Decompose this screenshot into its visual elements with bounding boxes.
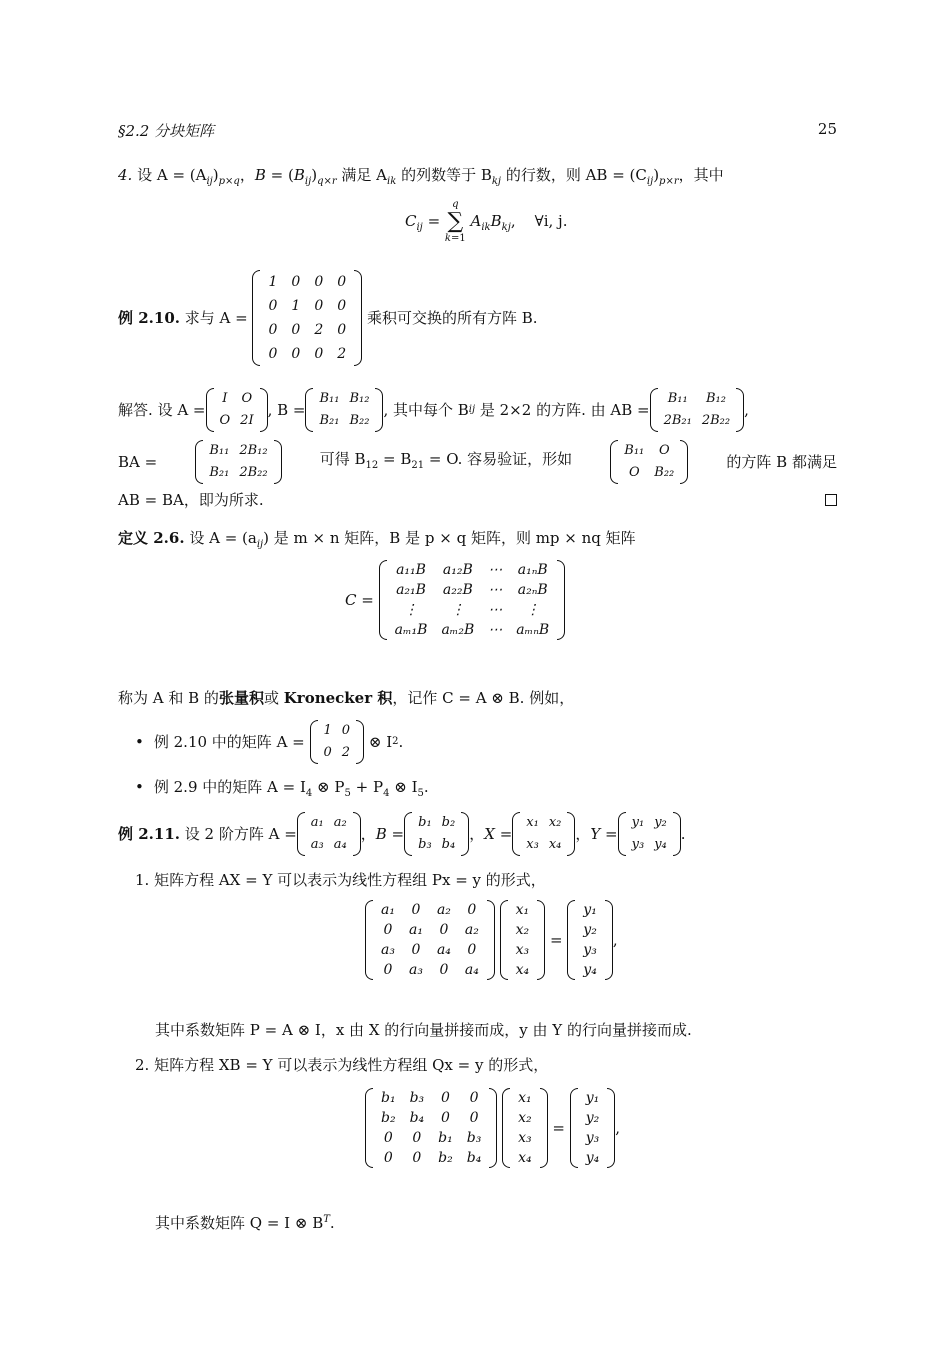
system-px: a₁ 0 a₂ 0 0 a₁ 0 a₂ a₃ 0 a₄ 0 0 a₃ 0 a₄ x₁ x₂ x₃ x₄ = y₁ y₂ y₃ y₄ ,	[365, 900, 618, 980]
kronecker-matrix: C = a₁₁B a₁₂B ⋯ a₁ₙB a₂₁B a₂₂B ⋯ a₂ₙB ⋮ ⋮ ⋯ ⋮ aₘ₁B aₘ₂B ⋯ aₘₙB	[345, 560, 565, 640]
formula-cij: $C_{ij} = q$ ∑ k=1 $A_{ik}B_{kj}$, ∀i, j.	[405, 199, 568, 244]
item-2-explanation: 其中系数矩阵 Q = I ⊗ $B^T$.	[155, 1214, 335, 1232]
item-1: 1. 矩阵方程 AX = Y 可以表示为线性方程组 Px = y 的形式，	[135, 871, 546, 889]
page-number: 25	[817, 120, 837, 138]
item-4: 4. 设 $A = (A_{ij})_{p\times q}$，$B = (B_{ij})_{q\times r}$ 满足 $A_{ik}$ 的列数等于 $B_{kj}$ 的行数，则 AB = $(C_{ij})_{p\times r}$，其中	[118, 166, 724, 187]
bullet-2: • 例 2.9 中的矩阵 $A = I_4$ ⊗ $P_5 + P_4$ ⊗ $I_5$.	[135, 777, 837, 804]
system-qx: b₁ b₃ 0 0 b₂ b₄ 0 0 0 0 b₁ b₃ 0 0 b₂ b₄ x₁ x₂ x₃ x₄ = y₁ y₂ y₃ y₄ ,	[365, 1088, 620, 1168]
solution-line-2: BA = B₁₁ 2B₁₂ B₂₁ 2B₂₂ 可得 $B_{12} = B_{21} = O$. 容易验证，形如 B₁₁ O O B₂₂ 的方阵 B 都满足	[118, 437, 837, 487]
solution-line-3: AB = BA，即为所求.	[118, 490, 837, 510]
definition-2-6-text: 称为 A 和 B 的张量积或 Kronecker 积，记作 C = A ⊗ B. 例如，	[118, 689, 575, 707]
item-2: 2. 矩阵方程 XB = Y 可以表示为线性方程组 Qx = y 的形式，	[135, 1056, 549, 1074]
qed-box	[825, 494, 837, 506]
example-2-10: 例 2.10. 求与 A = 1 0 0 0 0 1 0 0 0 0 2 0 0 0 0 2 乘积可交换的所有方阵 B.	[118, 268, 837, 368]
bullet-1: • 例 2.10 中的矩阵 A = 1 0 0 2 ⊗ I 2 .	[135, 720, 837, 764]
running-header: §2.2 分块矩阵	[118, 122, 215, 140]
matrix-a: 1 0 0 0 0 1 0 0 0 0 2 0 0 0 0 2	[252, 270, 362, 366]
solution-line-1: 解答. 设 A = I O O 2I , B = B₁₁ B₁₂ B₂₁ B₂₂ , 其中每个 B ij 是 2×2 的方阵. 由 AB = B₁₁ B₁₂ 2B₂₁ 2B₂₂ ,	[118, 385, 837, 435]
example-2-11: 例 2.11. 设 2 阶方阵 A = a₁ a₂ a₃ a₄ ， B = b₁ b₂ b₃ b₄ ， X = x₁ x₂ x₃ x₄ ， Y = y₁ y₂ y₃ y₄ .	[118, 810, 837, 858]
definition-2-6: 定义 2.6. 设 $A = (a_{ij})$ 是 m × n 矩阵，B 是 p × q 矩阵，则 mp × nq 矩阵	[118, 529, 636, 550]
item-1-explanation: 其中系数矩阵 P = A ⊗ I，x 由 X 的行向量拼接而成，y 由 Y 的行向量拼接而成.	[155, 1021, 692, 1039]
